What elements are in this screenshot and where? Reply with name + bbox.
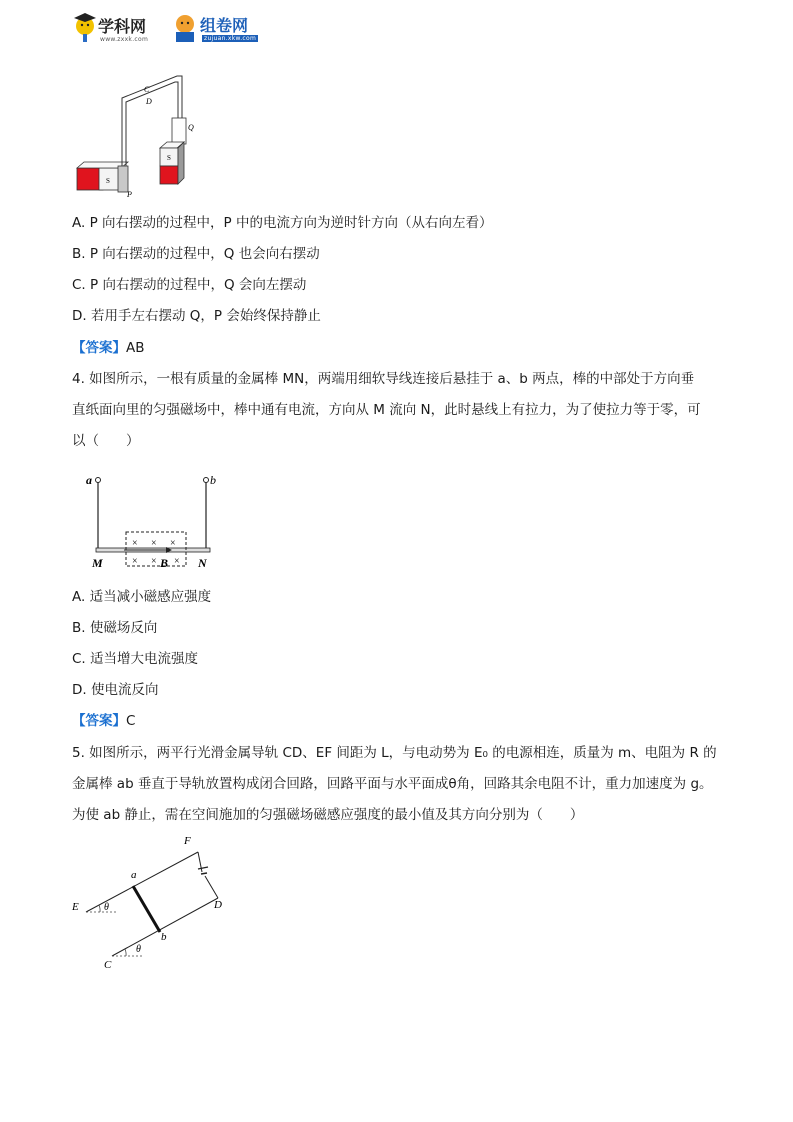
xueke-logo[interactable]	[72, 10, 164, 46]
zujuan-logo[interactable]	[172, 10, 272, 46]
label-s-right: S	[167, 154, 171, 162]
label-a: a	[131, 869, 137, 881]
field-x-6: ×	[174, 556, 180, 567]
q3-option-a: A. P 向右摆动的过程中，P 中的电流方向为逆时针方向（从右向左看）	[72, 215, 493, 231]
q4-option-a: A. 适当减小磁感应强度	[72, 589, 212, 605]
label-n: N	[198, 556, 207, 570]
label-e: E	[72, 901, 79, 913]
q4-stem-line3: 以（ ）	[72, 433, 140, 449]
figure-magnets-coils	[72, 70, 222, 198]
rod-field-diagram	[84, 468, 224, 572]
label-f: F	[184, 835, 191, 847]
figure-rod-field	[84, 468, 224, 572]
q3-option-d: D. 若用手左右摆动 Q，P 会始终保持静止	[72, 308, 321, 324]
q4-answer-value: C	[126, 713, 136, 729]
label-d: D	[146, 97, 152, 106]
q4-stem-line1: 4. 如图所示，一根有质量的金属棒 MN，两端用细软导线连接后悬挂于 a、b 两点，棒的中部处于方向垂	[72, 371, 695, 387]
q5-stem-line1: 5. 如图所示，两平行光滑金属导轨 CD、EF 间距为 L，与电动势为 E₀ 的电源相连，质量为 m、电阻为 R 的	[72, 745, 717, 761]
q4-stem-line2: 直纸面向里的匀强磁场中，棒中通有电流，方向从 M 流向 N，此时悬线上有拉力，为了使拉力等于零，可	[72, 402, 701, 418]
field-x-5: ×	[151, 556, 157, 567]
label-q: Q	[188, 123, 194, 132]
q3-answer-value: AB	[126, 340, 145, 356]
q4-option-d: D. 使电流反向	[72, 682, 159, 698]
label-theta1: θ	[104, 902, 109, 913]
q4-answer-label: 【答案】	[72, 713, 126, 729]
header-logos	[72, 10, 272, 46]
field-x-2: ×	[151, 538, 157, 549]
figure-inclined-rails	[68, 832, 236, 972]
q3-option-c: C. P 向右摆动的过程中，Q 会向左摆动	[72, 277, 307, 293]
label-s-left: S	[106, 177, 110, 185]
q5-stem-line2: 金属棒 ab 垂直于导轨放置构成闭合回路，回路平面与水平面成θ角，回路其余电阻不计，重力加速度为 g。	[72, 776, 713, 792]
q3-option-b: B. P 向右摆动的过程中，Q 也会向右摆动	[72, 246, 320, 262]
q5-stem-line3: 为使 ab 静止，需在空间施加的匀强磁场磁感应强度的最小值及其方向分别为（ ）	[72, 807, 584, 823]
magnets-diagram	[72, 70, 222, 198]
label-b: b	[210, 473, 216, 487]
label-c: C	[104, 959, 112, 971]
field-x-1: ×	[132, 538, 138, 549]
label-p: P	[127, 190, 132, 198]
label-a: a	[86, 473, 92, 487]
q4-answer	[72, 711, 135, 731]
logo1-sub: www.zxxk.com	[100, 36, 149, 43]
label-B: B	[160, 556, 169, 570]
label-b: b	[161, 931, 167, 943]
label-theta2: θ	[136, 944, 141, 955]
scholar-mascot-icon	[72, 10, 98, 44]
label-c: C	[144, 85, 150, 94]
label-m: M	[92, 556, 103, 570]
q3-answer-label: 【答案】	[72, 340, 126, 356]
field-x-4: ×	[132, 556, 138, 567]
logo2-sub: zujuan.xkw.com	[204, 35, 257, 42]
field-x-3: ×	[170, 538, 176, 549]
q3-answer	[72, 338, 145, 358]
inclined-rails-diagram	[68, 832, 236, 972]
student-mascot-icon	[172, 10, 198, 44]
label-d: D	[214, 899, 222, 911]
logo2-text: 组卷网	[200, 16, 249, 35]
q4-option-c: C. 适当增大电流强度	[72, 651, 199, 667]
q4-option-b: B. 使磁场反向	[72, 620, 158, 636]
logo1-text: 学科网	[98, 17, 147, 36]
